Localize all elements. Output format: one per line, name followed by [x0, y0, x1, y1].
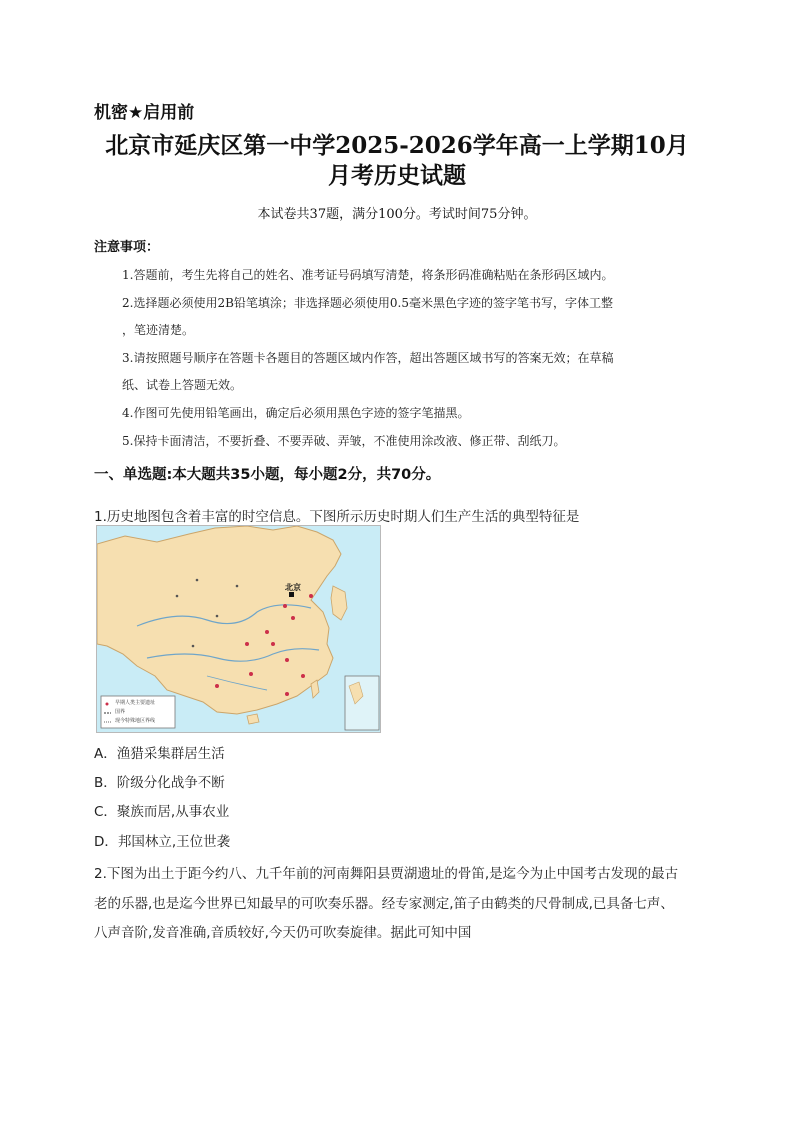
q1-option-b: B．阶级分化战争不断: [94, 775, 225, 791]
note-item-3-cont: 纸、试卷上答题无效。: [122, 378, 243, 392]
map-legend-2: 国界: [115, 709, 126, 715]
question-2-line1: 2.下图为出土于距今约八、九千年前的河南舞阳县贾湖遗址的骨笛,是迄今为止中国考古发现的最古: [94, 866, 679, 882]
q1-option-c: C．聚族而居,从事农业: [94, 804, 230, 820]
note-item-4: 4.作图可先使用铅笔画出，确定后必须用黑色字迹的签字笔描黑。: [122, 406, 470, 420]
question-1-stem: 1.历史地图包含着丰富的时空信息。下图所示历史时期人们生产生活的典型特征是: [94, 509, 580, 525]
map-legend-1: 早期人类主要遗址: [115, 700, 156, 706]
question-2-line3: 八声音阶,发音准确,音质较好,今天仍可吹奏旋律。据此可知中国: [94, 925, 472, 941]
exam-info: 本试卷共37题，满分100分。考试时间75分钟。: [257, 207, 537, 222]
confidential-label: 机密★启用前: [94, 103, 195, 123]
notes-heading: 注意事项：: [94, 240, 160, 255]
note-item-2-cont: ，笔迹清楚。: [122, 323, 195, 337]
question-2-line2: 老的乐器,也是迄今世界已知最早的可吹奏乐器。经专家测定,笛子由鹤类的尺骨制成,已具备七声、: [94, 896, 674, 912]
note-item-3: 3.请按照题号顺序在答题卡各题目的答题区域内作答，超出答题区域书写的答案无效；在草稿: [122, 351, 614, 365]
note-item-2: 2.选择题必须使用2B铅笔填涂；非选择题必须使用0.5毫米黑色字迹的签字笔书写，字体工整: [122, 296, 613, 310]
note-item-1: 1.答题前，考生先将自己的姓名、准考证号码填写清楚，将条形码准确粘贴在条形码区域内。: [122, 268, 614, 282]
q1-option-a: A．渔猎采集群居生活: [94, 746, 225, 762]
exam-title-line1: 北京市延庆区第一中学2025-2026学年高一上学期10月: [105, 132, 689, 159]
note-item-5: 5.保持卡面清洁，不要折叠、不要弄破、弄皱，不准使用涂改液、修正带、刮纸刀。: [122, 434, 566, 448]
exam-title-line2: 月考历史试题: [328, 162, 466, 189]
map-city-label: 北京: [285, 583, 301, 592]
historical-map-image: [96, 525, 381, 733]
map-legend-3: 现今特殊地区界线: [115, 718, 156, 724]
section-title: 一、单选题:本大题共35小题，每小题2分，共70分。: [94, 467, 441, 483]
q1-option-d: D．邦国林立,王位世袭: [94, 834, 231, 850]
